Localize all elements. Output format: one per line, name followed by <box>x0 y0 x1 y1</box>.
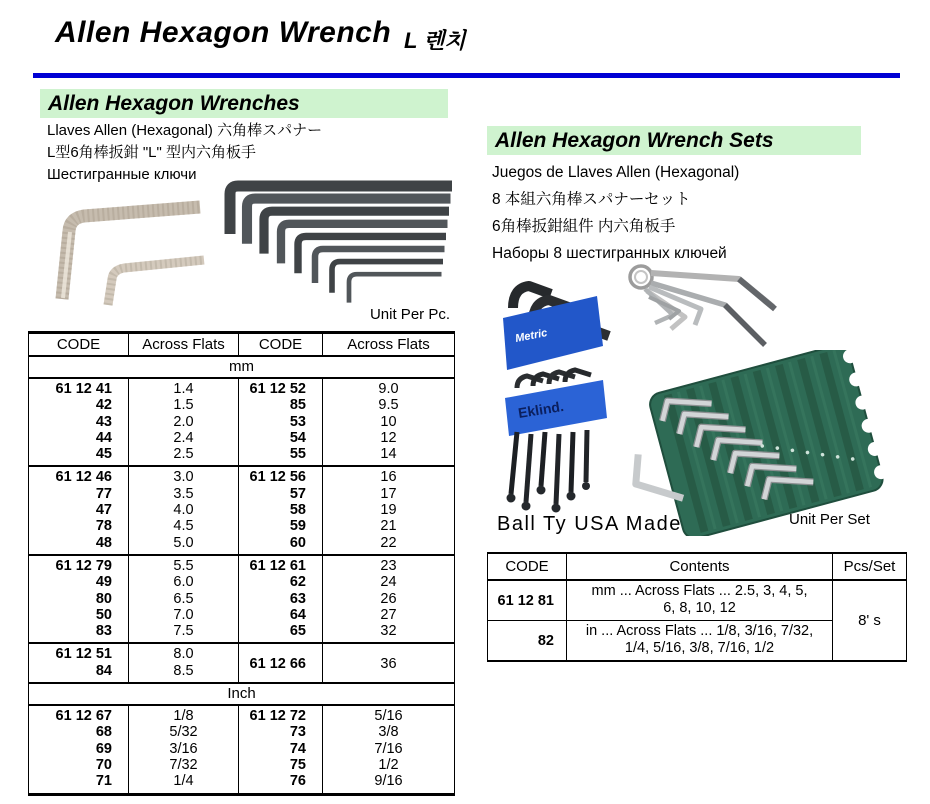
subtitle-line: Llaves Allen (Hexagonal) 六角棒スパナー <box>47 122 323 139</box>
across-flats-cell: 3.5 <box>129 486 239 502</box>
code-cell: 61 12 61 <box>239 555 323 574</box>
across-flats-cell: 5.5 <box>129 555 239 574</box>
across-flats-cell: 14 <box>323 446 455 466</box>
set-table-header <box>488 553 907 580</box>
holder-size-system-label: Metric <box>514 326 549 345</box>
subtitle-line: Juegos de Llaves Allen (Hexagonal) <box>492 164 740 181</box>
code-cell: 61 12 56 <box>239 466 323 485</box>
set-contents <box>567 621 833 662</box>
code-cell: 70 <box>29 757 129 773</box>
code-cell: 59 <box>239 518 323 534</box>
pouch-hex-set-photo <box>612 350 924 536</box>
contents-line: 6, 8, 10, 12 <box>663 600 736 616</box>
ball-type-caption: Ball Ty USA Made <box>497 513 682 535</box>
code-cell: 61 12 51 <box>29 643 129 662</box>
code-cell: 75 <box>239 757 323 773</box>
across-flats-cell: 9/16 <box>323 773 455 794</box>
table-row <box>29 705 455 724</box>
table-row <box>29 591 455 607</box>
table-row <box>29 724 455 740</box>
across-flats-cell: 3.0 <box>129 466 239 485</box>
code-cell: 61 12 72 <box>239 705 323 724</box>
code-cell: 61 12 52 <box>239 378 323 397</box>
across-flats-cell: 16 <box>323 466 455 485</box>
code-cell: 84 <box>29 663 129 683</box>
across-flats-cell: 2.0 <box>129 414 239 430</box>
code-cell: 61 12 41 <box>29 378 129 397</box>
across-flats-cell: 7/32 <box>129 757 239 773</box>
across-flats-cell: 1.5 <box>129 397 239 413</box>
code-cell: 58 <box>239 502 323 518</box>
across-flats-cell: 5/16 <box>323 705 455 724</box>
code-cell: 78 <box>29 518 129 534</box>
right-section-header: Allen Hexagon Wrench Sets <box>487 126 861 155</box>
across-flats-cell: 4.5 <box>129 518 239 534</box>
code-cell: 49 <box>29 574 129 590</box>
across-flats-cell: 9.5 <box>323 397 455 413</box>
hex-key-shape <box>298 236 446 273</box>
across-flats-cell: 24 <box>323 574 455 590</box>
col-header-pcs: Pcs/Set <box>833 553 907 580</box>
across-flats-cell: 19 <box>323 502 455 518</box>
across-flats-cell: 5.0 <box>129 535 239 555</box>
hex-key-shape <box>349 274 442 302</box>
code-cell: 71 <box>29 773 129 794</box>
code-cell: 53 <box>239 414 323 430</box>
left-table-header <box>29 333 455 357</box>
left-size-table <box>28 331 455 796</box>
code-cell: 77 <box>29 486 129 502</box>
across-flats-cell: 12 <box>323 430 455 446</box>
subtitle-line: 6角棒扳鉗組件 内六角板手 <box>492 218 676 235</box>
contents-line: in ... Across Flats ... 1/8, 3/16, 7/32, <box>585 623 814 639</box>
across-flats-cell: 10 <box>323 414 455 430</box>
across-flats-cell: 6.0 <box>129 574 239 590</box>
contents-line: 1/4, 5/16, 3/8, 7/16, 1/2 <box>624 640 775 656</box>
title-divider <box>33 73 900 78</box>
across-flats-cell: 32 <box>323 623 455 643</box>
table-row <box>29 518 455 534</box>
left-section-header: Allen Hexagon Wrenches <box>40 89 448 118</box>
code-cell: 44 <box>29 430 129 446</box>
table-row <box>29 643 455 662</box>
unit-per-set-note: Unit Per Set <box>789 511 870 528</box>
across-flats-cell: 1/4 <box>129 773 239 794</box>
across-flats-cell: 8.5 <box>129 663 239 683</box>
table-row <box>29 574 455 590</box>
code-cell: 64 <box>239 607 323 623</box>
table-row <box>29 773 455 794</box>
code-cell: 65 <box>239 623 323 643</box>
table-row <box>29 757 455 773</box>
across-flats-cell: 9.0 <box>323 378 455 397</box>
across-flats-cell: 36 <box>323 643 455 683</box>
col-header: CODE <box>239 333 323 357</box>
holder-brand-label: Eklind. <box>516 397 565 421</box>
unit-per-pc-note: Unit Per Pc. <box>369 306 450 323</box>
silver-hex-keys-photo <box>46 193 210 313</box>
subtitle-line: Наборы 8 шестигранных ключей <box>492 245 727 262</box>
code-cell: 63 <box>239 591 323 607</box>
table-row <box>29 397 455 413</box>
table-row <box>29 741 455 757</box>
across-flats-cell: 26 <box>323 591 455 607</box>
code-cell: 76 <box>239 773 323 794</box>
code-cell: 45 <box>29 446 129 466</box>
across-flats-cell: 22 <box>323 535 455 555</box>
set-contents <box>567 580 833 621</box>
unit-band-row <box>29 683 455 705</box>
unit-band-label: mm <box>29 356 455 378</box>
col-header: Across Flats <box>323 333 455 357</box>
pcs-per-set-value: 8' s <box>833 580 907 661</box>
table-row <box>29 466 455 485</box>
across-flats-cell: 21 <box>323 518 455 534</box>
hex-key-shape <box>281 224 448 264</box>
code-cell: 69 <box>29 741 129 757</box>
left-section-subtitles <box>47 120 322 186</box>
right-section-subtitles <box>492 159 739 267</box>
across-flats-cell: 7.5 <box>129 623 239 643</box>
code-cell: 73 <box>239 724 323 740</box>
table-row <box>488 580 907 621</box>
unit-band-label: Inch <box>29 683 455 705</box>
code-cell: 85 <box>239 397 323 413</box>
table-row <box>29 607 455 623</box>
code-cell: 61 12 66 <box>239 643 323 683</box>
code-cell: 60 <box>239 535 323 555</box>
code-cell: 50 <box>29 607 129 623</box>
across-flats-cell: 5/32 <box>129 724 239 740</box>
code-cell: 61 12 67 <box>29 705 129 724</box>
across-flats-cell: 7.0 <box>129 607 239 623</box>
across-flats-cell: 23 <box>323 555 455 574</box>
code-cell: 57 <box>239 486 323 502</box>
col-header-code: CODE <box>488 553 567 580</box>
code-cell: 48 <box>29 535 129 555</box>
code-cell: 61 12 46 <box>29 466 129 485</box>
across-flats-cell: 6.5 <box>129 591 239 607</box>
code-cell: 43 <box>29 414 129 430</box>
table-row <box>29 486 455 502</box>
code-cell: 80 <box>29 591 129 607</box>
table-row <box>29 430 455 446</box>
across-flats-cell: 7/16 <box>323 741 455 757</box>
across-flats-cell: 27 <box>323 607 455 623</box>
table-row <box>29 414 455 430</box>
black-hex-key-set-photo <box>224 180 456 306</box>
set-table <box>487 552 907 662</box>
across-flats-cell: 3/8 <box>323 724 455 740</box>
contents-line: mm ... Across Flats ... 2.5, 3, 4, 5, <box>591 583 808 599</box>
code-cell: 55 <box>239 446 323 466</box>
across-flats-cell: 1/8 <box>129 705 239 724</box>
keyring-hex-set-photo <box>621 257 791 354</box>
across-flats-cell: 1/2 <box>323 757 455 773</box>
code-cell: 62 <box>239 574 323 590</box>
code-cell: 68 <box>29 724 129 740</box>
table-row <box>29 535 455 555</box>
table-row <box>29 378 455 397</box>
code-cell: 61 12 79 <box>29 555 129 574</box>
code-cell: 54 <box>239 430 323 446</box>
across-flats-cell: 4.0 <box>129 502 239 518</box>
unit-band-row <box>29 356 455 378</box>
page-title-korean: L 렌치 <box>404 28 466 53</box>
col-header: CODE <box>29 333 129 357</box>
code-cell: 83 <box>29 623 129 643</box>
code-cell: 47 <box>29 502 129 518</box>
across-flats-cell: 3/16 <box>129 741 239 757</box>
across-flats-cell: 2.5 <box>129 446 239 466</box>
page-title: Allen Hexagon Wrench <box>55 16 392 49</box>
across-flats-cell: 8.0 <box>129 643 239 662</box>
set-code: 61 12 81 <box>488 580 567 621</box>
across-flats-cell: 17 <box>323 486 455 502</box>
table-row <box>29 555 455 574</box>
across-flats-cell: 2.4 <box>129 430 239 446</box>
subtitle-line: Шестигранные ключи <box>47 166 197 183</box>
ball-end-hex-set-photo <box>503 256 617 518</box>
col-header: Across Flats <box>129 333 239 357</box>
subtitle-line: 8 本組六角棒スパナーセット <box>492 191 691 208</box>
code-cell: 74 <box>239 741 323 757</box>
col-header-contents: Contents <box>567 553 833 580</box>
set-code: 82 <box>488 621 567 662</box>
subtitle-line: L型6角棒扳鉗 "L" 型内六角板手 <box>47 144 257 161</box>
table-row <box>29 502 455 518</box>
table-row <box>29 446 455 466</box>
code-cell: 42 <box>29 397 129 413</box>
across-flats-cell: 1.4 <box>129 378 239 397</box>
table-row <box>29 623 455 643</box>
